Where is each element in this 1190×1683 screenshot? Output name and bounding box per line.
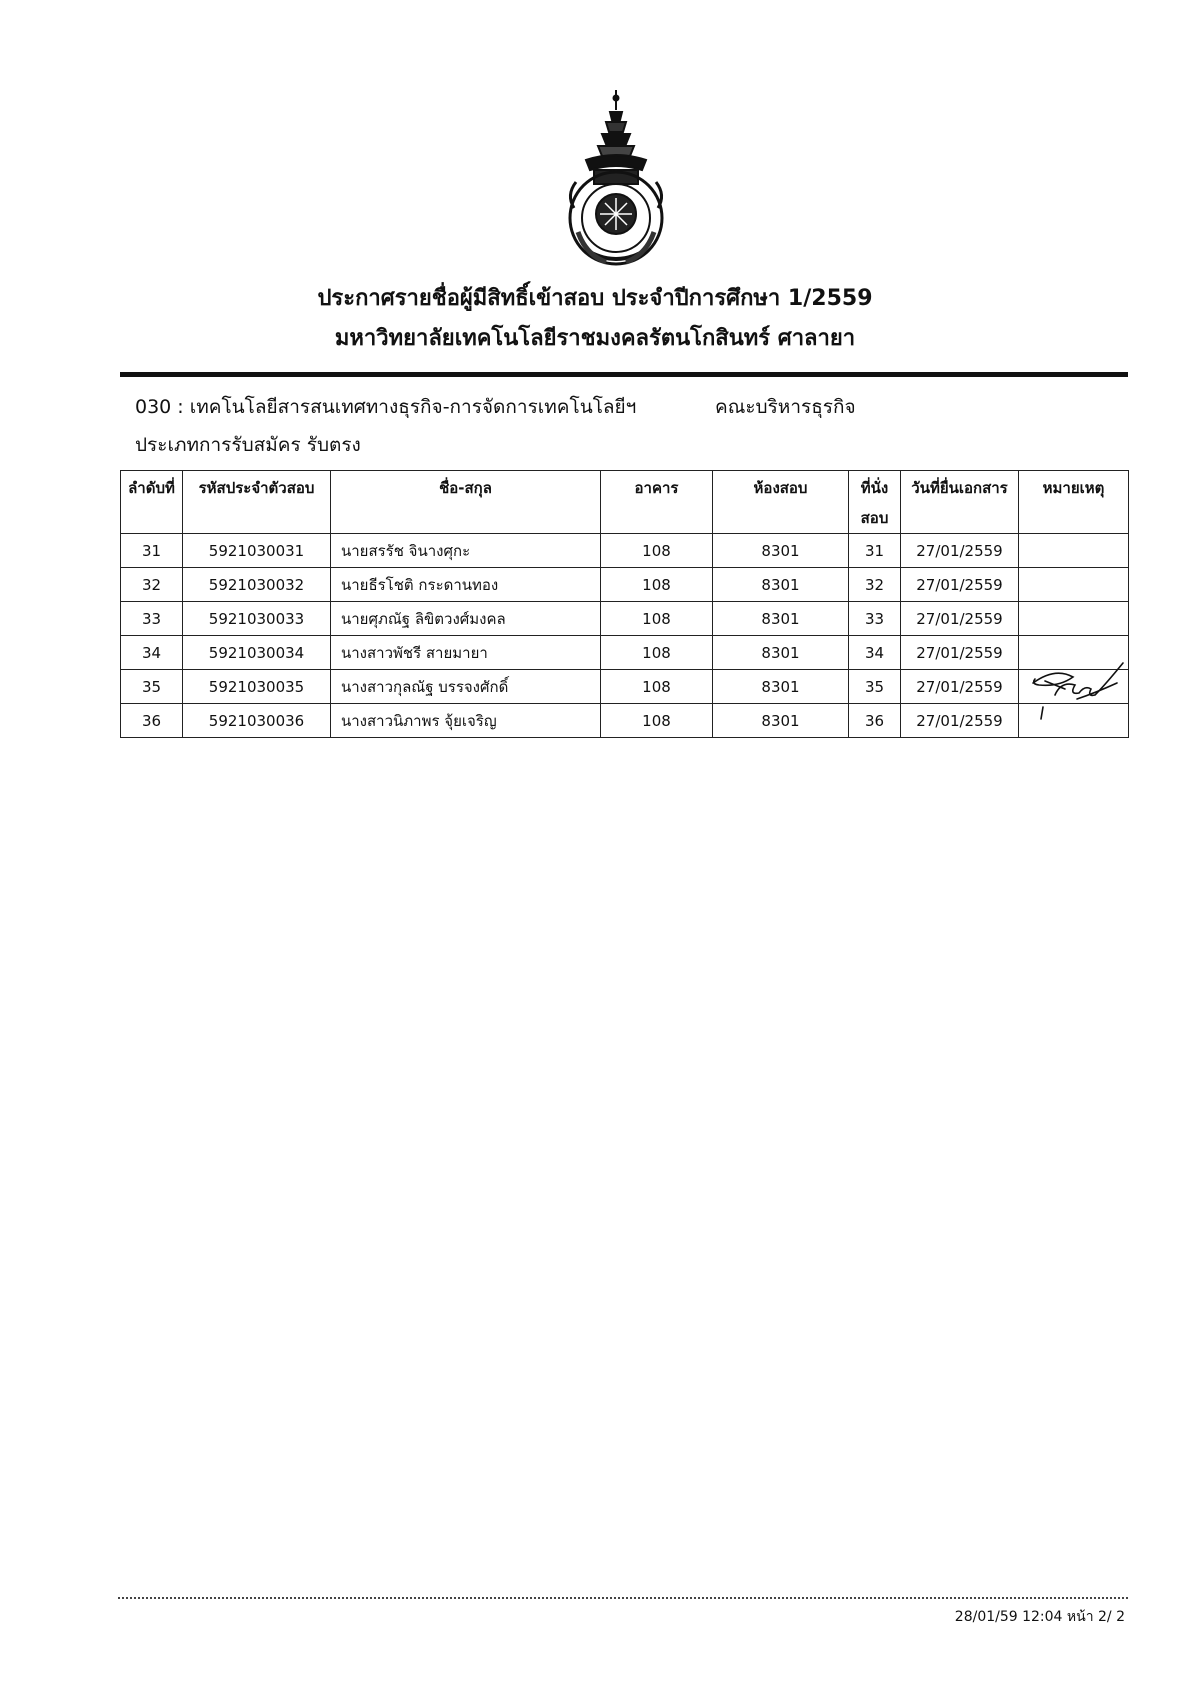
cell-seat: 32 — [849, 568, 901, 602]
cell-order: 31 — [121, 534, 183, 568]
faculty-name: คณะบริหารธุรกิจ — [715, 396, 856, 418]
cell-remarks — [1019, 534, 1129, 568]
cell-seat: 35 — [849, 670, 901, 704]
cell-exam-id: 5921030033 — [183, 602, 331, 636]
cell-room: 8301 — [713, 636, 849, 670]
cell-name: นางสาวพัชรี สายมายา — [331, 636, 601, 670]
table-row — [121, 670, 1129, 704]
university-name: มหาวิทยาลัยเทคโนโลยีราชมงคลรัตนโกสินทร์ ศาลายา — [334, 326, 856, 351]
program-line — [135, 394, 856, 420]
cell-building: 108 — [601, 534, 713, 568]
signature-mark — [1025, 655, 1125, 733]
cell-room: 8301 — [713, 704, 849, 738]
cell-room: 8301 — [713, 670, 849, 704]
cell-building: 108 — [601, 602, 713, 636]
application-type: ประเภทการรับสมัคร รับตรง — [135, 434, 361, 456]
table-row — [121, 636, 1129, 670]
cell-name: นายสรรัช จินางศุกะ — [331, 534, 601, 568]
column-header-submit-date: วันที่ยื่นเอกสาร — [901, 471, 1019, 534]
cell-building: 108 — [601, 704, 713, 738]
table-row — [121, 534, 1129, 568]
cell-remarks — [1019, 568, 1129, 602]
print-timestamp-page: 28/01/59 12:04 หน้า 2/ 2 — [954, 1609, 1125, 1625]
cell-name: นายธีรโชติ กระดานทอง — [331, 568, 601, 602]
column-header-seat: ที่นั่งสอบ — [849, 471, 901, 534]
program-code-name: 030 : เทคโนโลยีสารสนเทศทางธุรกิจ-การจัดการเทคโนโลยีฯ — [135, 396, 637, 418]
cell-seat: 31 — [849, 534, 901, 568]
table-row — [121, 568, 1129, 602]
column-header-remarks: หมายเหตุ — [1019, 471, 1129, 534]
cell-exam-id: 5921030035 — [183, 670, 331, 704]
cell-seat: 34 — [849, 636, 901, 670]
cell-submit-date: 27/01/2559 — [901, 602, 1019, 636]
cell-room: 8301 — [713, 568, 849, 602]
cell-seat: 36 — [849, 704, 901, 738]
university-emblem-logo — [556, 90, 676, 275]
column-header-name: ชื่อ-สกุล — [331, 471, 601, 534]
cell-exam-id: 5921030031 — [183, 534, 331, 568]
announcement-title: ประกาศรายชื่อผู้มีสิทธิ์เข้าสอบ ประจำปีการศึกษา 1/2559 — [317, 286, 873, 311]
footer-divider — [118, 1597, 1128, 1599]
cell-order: 32 — [121, 568, 183, 602]
cell-order: 35 — [121, 670, 183, 704]
cell-building: 108 — [601, 636, 713, 670]
table-header-row — [121, 471, 1129, 534]
cell-name: นางสาวกุลณัฐ บรรจงศักดิ์ — [331, 670, 601, 704]
cell-order: 34 — [121, 636, 183, 670]
cell-remarks — [1019, 602, 1129, 636]
cell-building: 108 — [601, 670, 713, 704]
cell-room: 8301 — [713, 602, 849, 636]
header-divider — [120, 372, 1128, 377]
cell-submit-date: 27/01/2559 — [901, 534, 1019, 568]
cell-exam-id: 5921030034 — [183, 636, 331, 670]
column-header-exam-id: รหัสประจำตัวสอบ — [183, 471, 331, 534]
table-row — [121, 602, 1129, 636]
cell-exam-id: 5921030032 — [183, 568, 331, 602]
column-header-building: อาคาร — [601, 471, 713, 534]
cell-exam-id: 5921030036 — [183, 704, 331, 738]
column-header-room: ห้องสอบ — [713, 471, 849, 534]
candidate-table — [120, 470, 1129, 738]
cell-order: 36 — [121, 704, 183, 738]
cell-submit-date: 27/01/2559 — [901, 636, 1019, 670]
cell-seat: 33 — [849, 602, 901, 636]
cell-name: นายศุภณัฐ ลิขิตวงศ์มงคล — [331, 602, 601, 636]
cell-name: นางสาวนิภาพร จุ้ยเจริญ — [331, 704, 601, 738]
cell-room: 8301 — [713, 534, 849, 568]
cell-submit-date: 27/01/2559 — [901, 704, 1019, 738]
cell-submit-date: 27/01/2559 — [901, 568, 1019, 602]
cell-order: 33 — [121, 602, 183, 636]
table-row — [121, 704, 1129, 738]
cell-building: 108 — [601, 568, 713, 602]
column-header-order: ลำดับที่ — [121, 471, 183, 534]
cell-submit-date: 27/01/2559 — [901, 670, 1019, 704]
